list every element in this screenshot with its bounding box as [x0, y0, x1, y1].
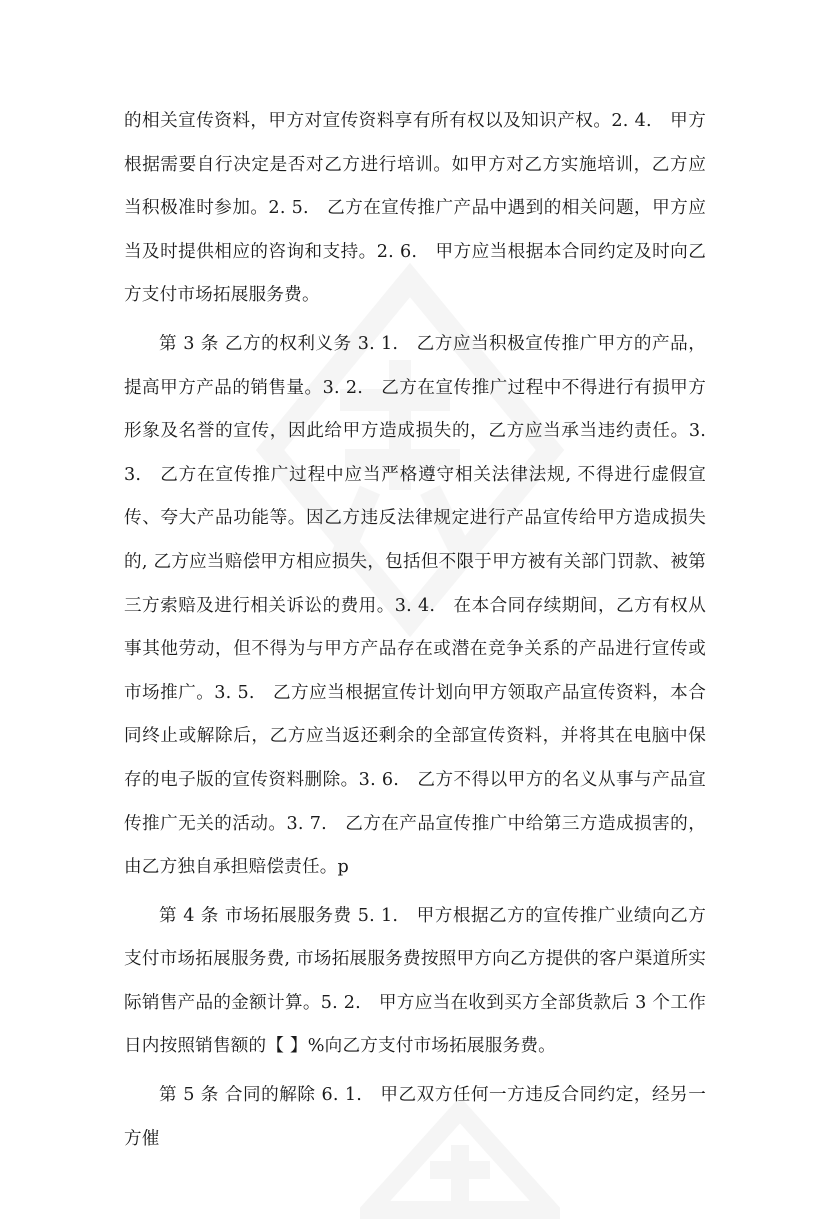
paragraph-clause-5: 第 5 条 合同的解除 6. 1. 甲乙双方任何一方违反合同约定，经另一方催 — [124, 1085, 706, 1149]
paragraph-clause-2-continued: 的相关宣传资料，甲方对宣传资料享有所有权以及知识产权。2. 4. 甲方根据需要自行决定是否对乙方进行培训。如甲方对乙方实施培训，乙方应当积极准时参加。2. 5. 乙方在宣传推广产品中遇到的相关问题，甲方应当及时提供相应的咨询和支持。2. 6. 甲方应当根据本合同约定及时向乙方支付市场拓展服务费。 — [124, 111, 706, 306]
document-body — [124, 100, 706, 1166]
paragraph-clause-4: 第 4 条 市场拓展服务费 5. 1. 甲方根据乙方的宣传推广业绩向乙方支付市场拓展服务费, 市场拓展服务费按照甲方向乙方提供的客户渠道所实际销售产品的金额计算。5. 2. 甲方应当在收到买方全部货款后 3 个工作日内按照销售额的【 】%向乙方支付市场拓展服务费。 — [124, 905, 706, 1057]
paragraph-clause-3: 第 3 条 乙方的权利义务 3. 1. 乙方应当积极宣传推广甲方的产品，提高甲方产品的销售量。3. 2. 乙方在宣传推广过程中不得进行有损甲方形象及名誉的宣传，因此给甲方造成损失的，乙方应当承当违约责任。3. 3. 乙方在宣传推广过程中应当严格遵守相关法律法规, 不得进行虚假宣传、夸大产品功能等。因乙方违反法律规定进行产品宣传给甲方造成损失的, 乙方应当赔偿甲方相应损失，包括但不限于甲方被有关部门罚款、被第三方索赔及进行相关诉讼的费用。3. 4. 在本合同存续期间，乙方有权从事其他劳动，但不得为与甲方产品存在或潜在竞争关系的产品进行宣传或市场推广。3. 5. 乙方应当根据宣传计划向甲方领取产品宣传资料，本合同终止或解除后，乙方应当返还剩余的全部宣传资料，并将其在电脑中保存的电子版的宣传资料删除。3. 6. 乙方不得以甲方的名义从事与产品宣传推广无关的活动。3. 7. 乙方在产品宣传推广中给第三方造成损害的，由乙方独自承担赔偿责任。p — [124, 333, 706, 878]
